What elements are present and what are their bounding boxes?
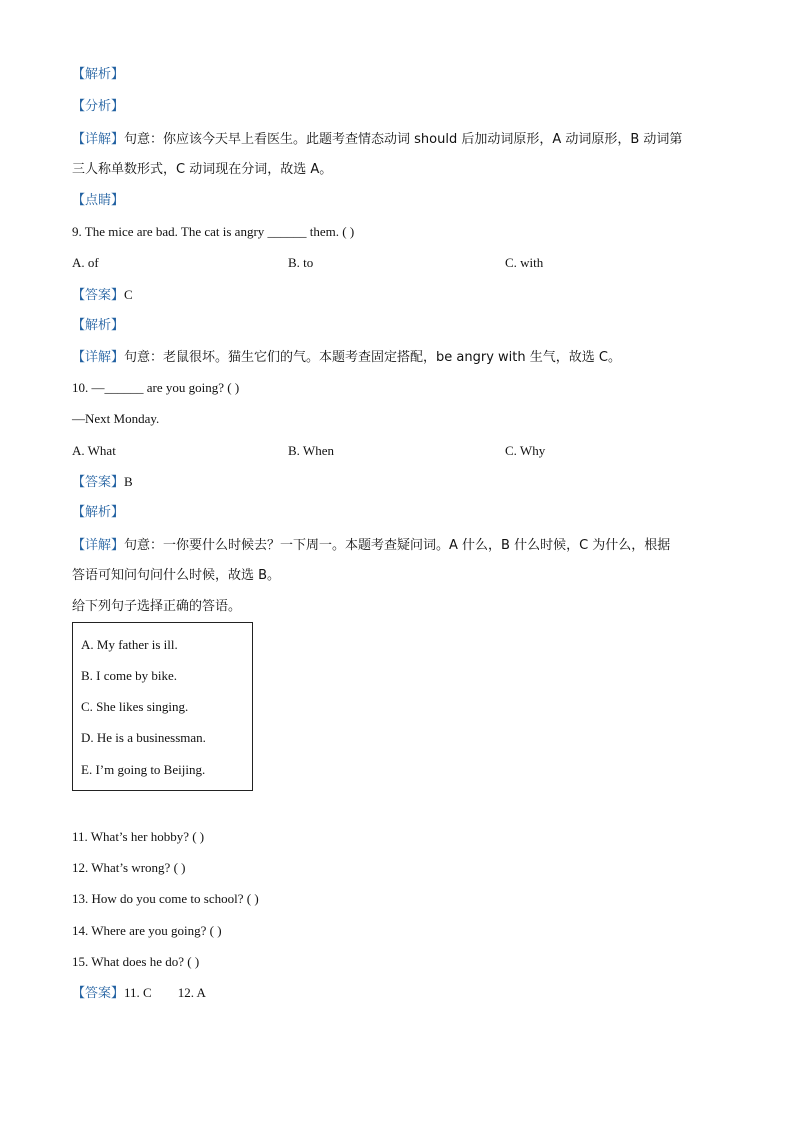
q10-option-c: C. Why bbox=[505, 443, 546, 458]
q9-option-b: B. to bbox=[288, 255, 314, 270]
q10-answer-label: 【答案】 bbox=[72, 475, 125, 490]
q8-xiangjie-label: 【详解】 bbox=[72, 132, 125, 147]
box-option-c: C. She likes singing. bbox=[81, 699, 189, 714]
q10-option-a: A. What bbox=[72, 443, 116, 458]
q10-xiangjie-text-1: 句意：一你要什么时候去？一下周一。本题考查疑问词。A 什么，B 什么时候，C 为什么，根据 bbox=[124, 538, 671, 553]
q8-jiexi-label: 【解析】 bbox=[72, 67, 125, 82]
question-14: 14. Where are you going? ( ) bbox=[72, 923, 222, 938]
q9-xiangjie-text: 句意：老鼠很坏。猫生它们的气。本题考查固定搭配，be angry with 生气，故选 C。 bbox=[124, 350, 621, 365]
q8-xiangjie-text-2: 三人称单数形式，C 动词现在分词，故选 A。 bbox=[72, 162, 333, 177]
q10-answer-value: B bbox=[124, 474, 133, 489]
q10-xiangjie-text-2: 答语可知问句问什么时候，故选 B。 bbox=[72, 568, 281, 583]
q9-option-a: A. of bbox=[72, 255, 99, 270]
q10-answer bbox=[72, 473, 133, 492]
matching-answer-value: 11. C 12. A bbox=[124, 985, 206, 1000]
question-13: 13. How do you come to school? ( ) bbox=[72, 891, 259, 906]
q8-dianjing-label: 【点睛】 bbox=[72, 193, 125, 208]
q10-jiexi-label: 【解析】 bbox=[72, 505, 125, 520]
q8-xiangjie-text-1: 句意：你应该今天早上看医生。此题考查情态动词 should 后加动词原形，A 动词原形，B 动词第 bbox=[124, 132, 683, 147]
q9-answer-value: C bbox=[124, 287, 133, 302]
box-option-a: A. My father is ill. bbox=[81, 637, 178, 652]
box-option-d: D. He is a businessman. bbox=[81, 730, 206, 745]
question-11: 11. What’s her hobby? ( ) bbox=[72, 829, 205, 844]
matching-instruction: 给下列句子选择正确的答语。 bbox=[72, 599, 242, 614]
box-option-e: E. I’m going to Beijing. bbox=[81, 762, 206, 777]
question-15: 15. What does he do? ( ) bbox=[72, 954, 200, 969]
q9-stem: 9. The mice are bad. The cat is angry ______ them. ( ) bbox=[72, 224, 355, 239]
q9-answer bbox=[72, 286, 133, 305]
q9-jiexi-label: 【解析】 bbox=[72, 318, 125, 333]
answer-options-box bbox=[72, 622, 253, 791]
q10-xiangjie bbox=[72, 536, 670, 555]
q10-stem: 10. —______ are you going? ( ) bbox=[72, 380, 240, 395]
q9-xiangjie-label: 【详解】 bbox=[72, 350, 125, 365]
q10-reply: —Next Monday. bbox=[72, 411, 160, 426]
q9-xiangjie bbox=[72, 348, 621, 367]
q10-xiangjie-label: 【详解】 bbox=[72, 538, 125, 553]
matching-answer bbox=[72, 984, 206, 1003]
q10-option-b: B. When bbox=[288, 443, 334, 458]
q8-xiangjie bbox=[72, 130, 682, 149]
question-12: 12. What’s wrong? ( ) bbox=[72, 860, 186, 875]
matching-answer-label: 【答案】 bbox=[72, 986, 125, 1001]
box-option-b: B. I come by bike. bbox=[81, 668, 178, 683]
q8-fenxi-label: 【分析】 bbox=[72, 99, 125, 114]
q9-answer-label: 【答案】 bbox=[72, 288, 125, 303]
q9-option-c: C. with bbox=[505, 255, 544, 270]
